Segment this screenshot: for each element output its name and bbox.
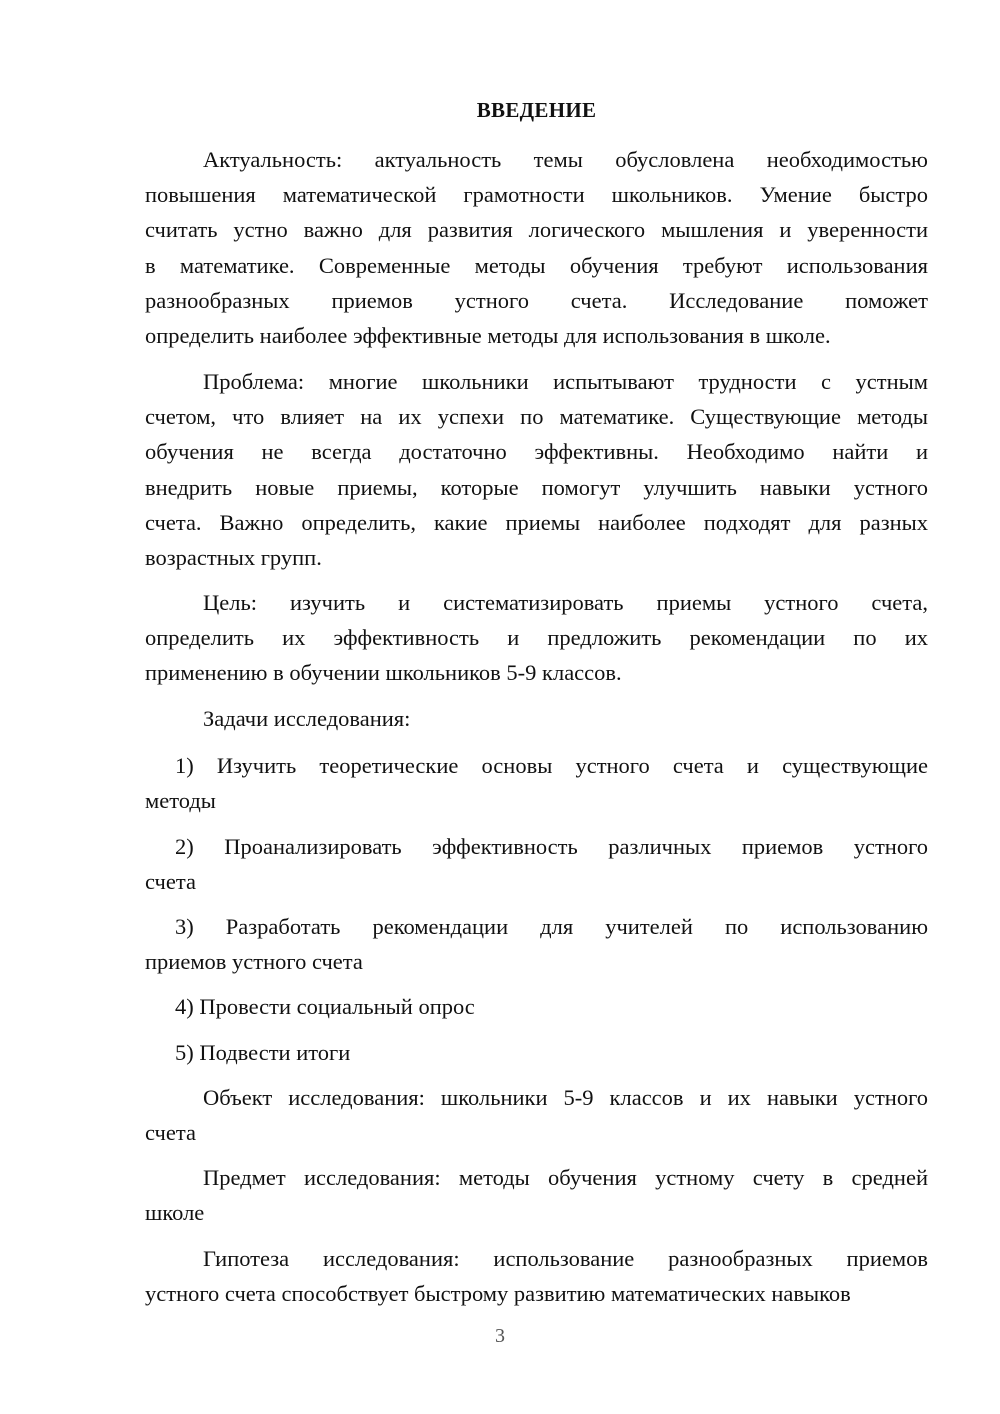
- text-line: Проблема: многие школьники испытывают трудности с устным: [203, 369, 928, 394]
- paragraph-problem: [145, 364, 928, 575]
- list-item-task-1: [145, 748, 928, 818]
- text-line: 3) Разработать рекомендации для учителей по использованию: [175, 914, 928, 939]
- text-line: счета. Важно определить, какие приемы наиболее подходят для разных: [145, 509, 928, 535]
- paragraph-subject: [145, 1160, 928, 1230]
- text-line: 1) Изучить теоретические основы устного счета и существующие: [175, 753, 928, 778]
- list-item-task-4: [145, 989, 928, 1024]
- text-line: Объект исследования: школьники 5-9 классов и их навыки устного: [203, 1085, 928, 1110]
- paragraph-object: [145, 1080, 928, 1150]
- paragraph-tasks-heading: [145, 701, 928, 736]
- text-line: Гипотеза исследования: использование разнообразных приемов: [203, 1246, 928, 1271]
- text-line: Цель: изучить и систематизировать приемы устного счета,: [203, 590, 928, 615]
- text-line: Задачи исследования:: [203, 706, 411, 731]
- text-line: счета: [145, 1120, 196, 1146]
- text-line: 4) Провести социальный опрос: [175, 994, 475, 1019]
- paragraph-hypothesis: [145, 1241, 928, 1311]
- text-line: в математике. Современные методы обучения требуют использования: [145, 252, 928, 278]
- text-line: 2) Проанализировать эффективность различных приемов устного: [175, 834, 928, 859]
- text-line: методы: [145, 788, 216, 814]
- list-item-task-3: [145, 909, 928, 979]
- text-line: обучения не всегда достаточно эффективны. Необходимо найти и: [145, 439, 928, 465]
- paragraph-goal: [145, 585, 928, 691]
- text-line: определить их эффективность и предложить рекомендации по их: [145, 625, 928, 651]
- list-item-task-5: [145, 1035, 928, 1070]
- text-line: повышения математической грамотности школьников. Умение быстро: [145, 182, 928, 208]
- text-line: внедрить новые приемы, которые помогут улучшить навыки устного: [145, 474, 928, 500]
- text-line: приемов устного счета: [145, 949, 363, 975]
- text-line: счетом, что влияет на их успехи по математике. Существующие методы: [145, 404, 928, 430]
- text-line: 5) Подвести итоги: [175, 1040, 351, 1065]
- paragraph-relevance: [145, 142, 928, 353]
- page-number: 3: [495, 1325, 505, 1347]
- section-title: ВВЕДЕНИЕ: [476, 98, 597, 122]
- text-line: счета: [145, 869, 196, 895]
- text-line: применению в обучении школьников 5-9 классов.: [145, 660, 622, 686]
- text-line: определить наиболее эффективные методы для использования в школе.: [145, 322, 831, 348]
- text-line: школе: [145, 1200, 205, 1226]
- text-line: устного счета способствует быстрому развитию математических навыков: [145, 1281, 851, 1307]
- text-line: считать устно важно для развития логического мышления и уверенности: [145, 217, 928, 243]
- text-line: возрастных групп.: [145, 544, 322, 570]
- text-line: Актуальность: актуальность темы обусловлена необходимостью: [203, 147, 928, 172]
- list-item-task-2: [145, 829, 928, 899]
- text-line: разнообразных приемов устного счета. Исследование поможет: [145, 287, 928, 313]
- text-line: Предмет исследования: методы обучения устному счету в средней: [203, 1165, 928, 1190]
